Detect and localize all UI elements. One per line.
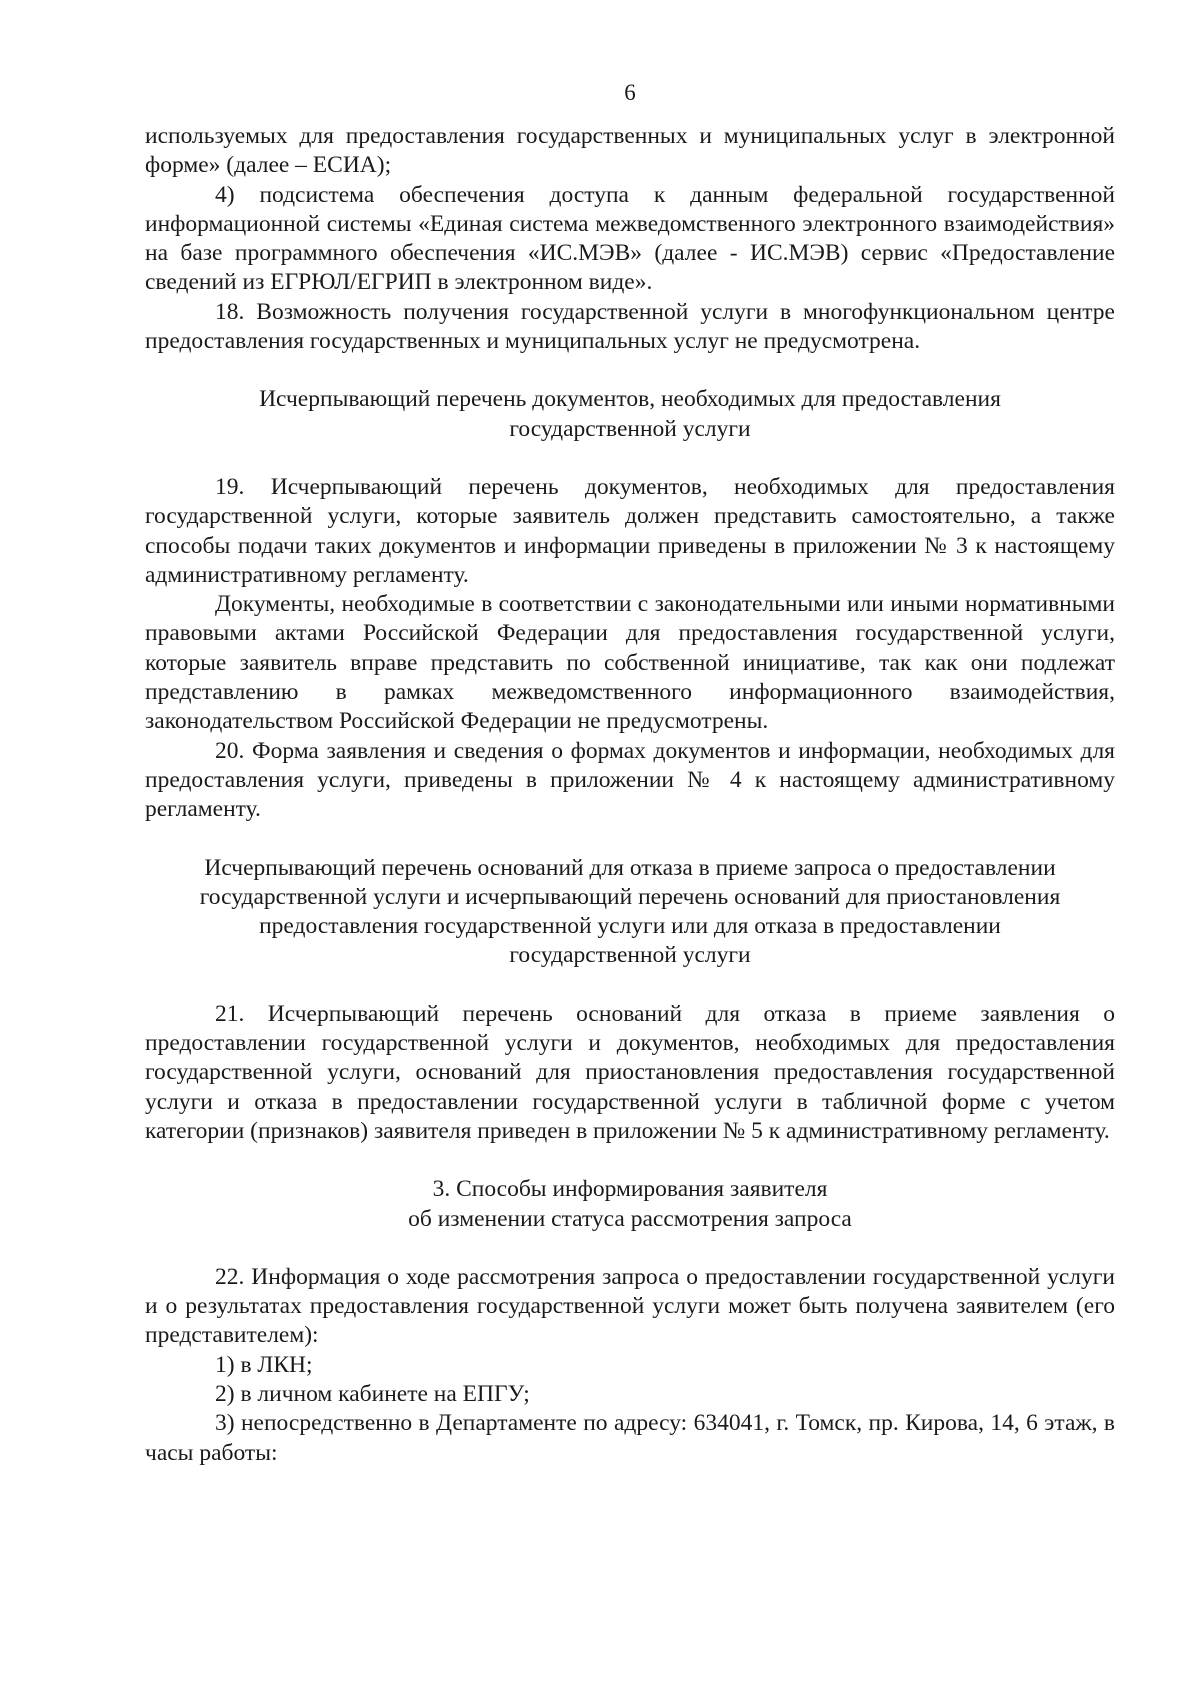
- section-heading-informing-methods: [145, 1175, 1115, 1234]
- section-heading-documents-list: [145, 385, 1115, 444]
- paragraph-18: 18. Возможность получения государственной услуги в многофункциональном центре предоставления государственных и муниципальных услуг не предусмотрена.: [145, 298, 1115, 355]
- paragraph-20: 20. Форма заявления и сведения о формах документов и информации, необходимых для предоставления услуги, приведены в приложении № 4 к настоящему административному регламенту.: [145, 737, 1115, 823]
- page-number: 6: [624, 80, 636, 105]
- list-item-lkn: 1) в ЛКН;: [215, 1351, 313, 1378]
- list-item-department-address: 3) непосредственно в Департаменте по адресу: 634041, г. Томск, пр. Кирова, 14, 6 этаж, в часы работы:: [145, 1410, 1115, 1466]
- heading-line: государственной услуги: [509, 415, 751, 442]
- paragraph-21: 21. Исчерпывающий перечень оснований для отказа в приеме заявления о предоставлении государственной услуги и документов, необходимых для предоставления государственной услуги, оснований для приостановления предоставления государственной услуги и отказа в предоставлении государственной услуги в табличной форме с учетом категории (признаков) заявителя приведен в приложении № 5 к административному регламенту.: [145, 1000, 1115, 1144]
- paragraph-19: 19. Исчерпывающий перечень документов, необходимых для предоставления государственной услуги, которые заявитель должен представить самостоятельно, а также способы подачи таких документов и информации приведены в приложении № 3 к настоящему административному регламенту.: [145, 473, 1115, 588]
- heading-line: об изменении статуса рассмотрения запроса: [408, 1205, 852, 1232]
- list-item-epgu-cabinet: 2) в личном кабинете на ЕПГУ;: [215, 1380, 530, 1407]
- heading-line: государственной услуги и исчерпывающий перечень оснований для приостановления: [199, 883, 1061, 910]
- section-heading-refusal-grounds: [145, 854, 1115, 971]
- document-page: [145, 78, 1115, 1468]
- paragraph-item-4-smev: 4) подсистема обеспечения доступа к данным федеральной государственной информационной системы «Единая система межведомственного электронного взаимодействия» на базе программного обеспечения «ИС.МЭВ» (далее - ИС.МЭВ) сервис «Предоставление сведений из ЕГРЮЛ/ЕГРИП в электронном виде».: [145, 181, 1115, 296]
- heading-line: государственной услуги: [509, 942, 751, 969]
- heading-line: Исчерпывающий перечень документов, необходимых для предоставления: [259, 386, 1001, 413]
- heading-line: Исчерпывающий перечень оснований для отказа в приеме запроса о предоставлении: [204, 854, 1056, 881]
- paragraph-esia-continuation: используемых для предоставления государственных и муниципальных услуг в электронной форме» (далее – ЕСИА);: [145, 123, 1115, 179]
- paragraph-22: 22. Информация о ходе рассмотрения запроса о предоставлении государственной услуги и о результатах предоставления государственной услуги может быть получена заявителем (его представителем):: [145, 1263, 1115, 1349]
- paragraph-documents-interdepartmental: Документы, необходимые в соответствии с законодательными или иными нормативными правовыми актами Российской Федерации для предоставления государственной услуги, которые заявитель вправе представить по собственной инициативе, так как они подлежат представлению в рамках межведомственного информационного взаимодействия, законодательством Российской Федерации не предусмотрены.: [145, 591, 1115, 735]
- heading-line: 3. Способы информирования заявителя: [432, 1176, 828, 1203]
- heading-line: предоставления государственной услуги или для отказа в предоставлении: [259, 913, 1001, 940]
